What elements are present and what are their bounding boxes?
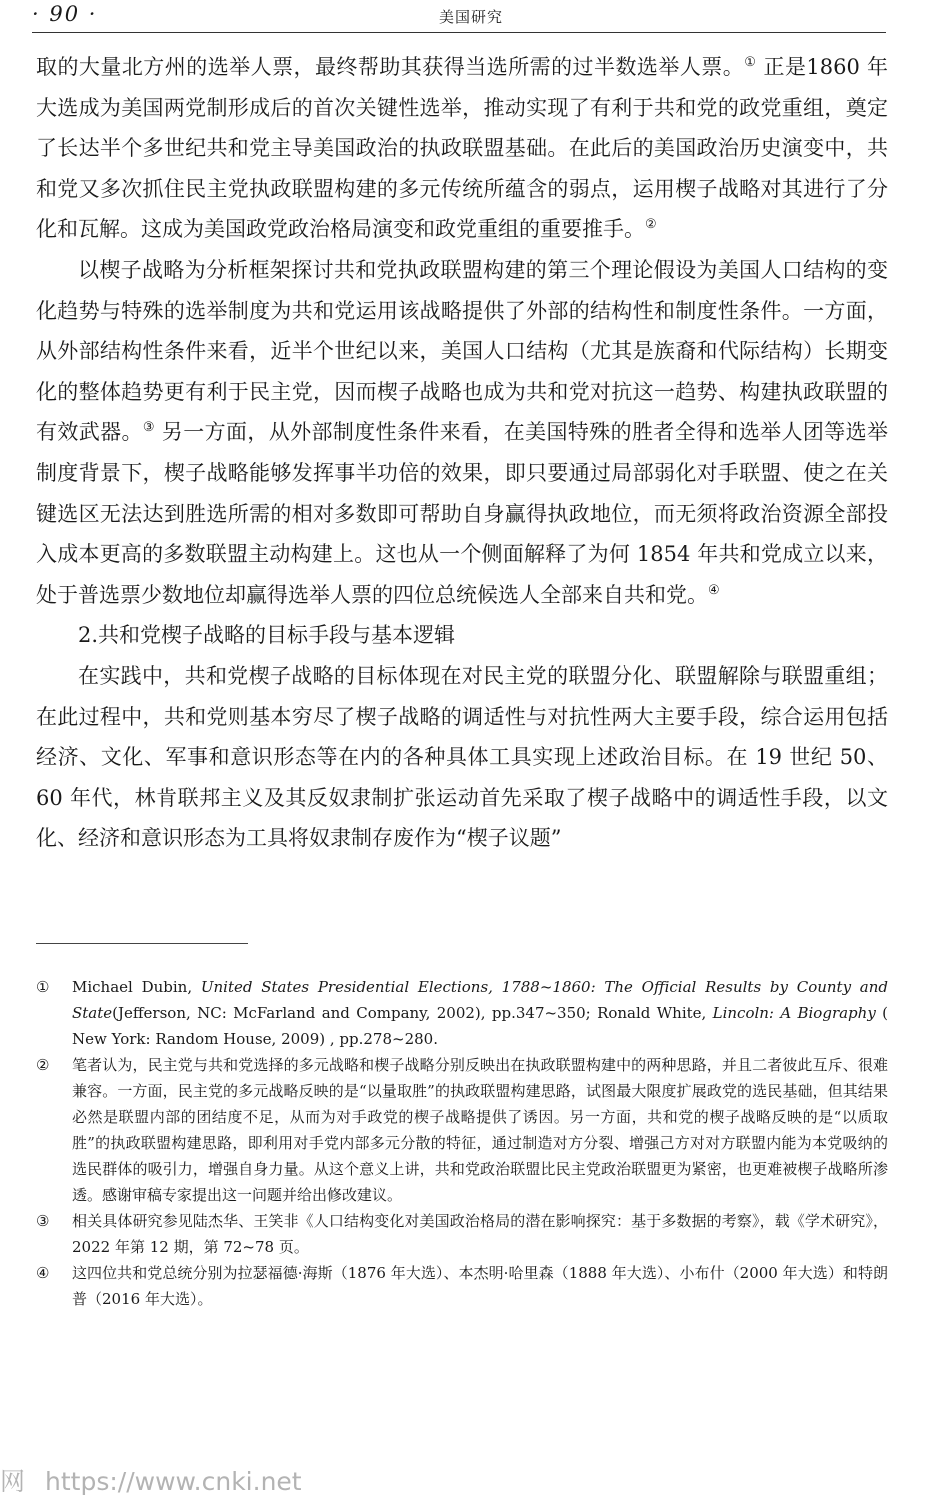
footnote-1: ① Michael Dubin, United States Presidential Elections, 1788~1860: The Official Results by County and State(Jefferson, NC: McFarland and Company, 2002), pp.347~350; Ronald White, Lincoln: A Biography ( New York: Random House, 2009) , pp.278~280. xyxy=(36,974,888,1052)
footnote-ref-3[interactable]: ③ xyxy=(142,420,155,436)
footnote-ref-4[interactable]: ④ xyxy=(708,582,720,598)
footnote-ref-1[interactable]: ① xyxy=(744,55,757,70)
page-number: · 90 · xyxy=(32,2,98,26)
footnote-divider xyxy=(36,943,248,944)
paragraph-2: 以楔子战略为分析框架探讨共和党执政联盟构建的第三个理论假设为美国人口结构的变化趋势与特殊的选举制度为共和党运用该战略提供了外部的结构性和制度性条件。一方面，从外部结构性条件来看，近半个世纪以来，美国人口结构（尤其是族裔和代际结构）长期变化的整体趋势更有利于民主党，因而楔子战略也成为共和党对抗这一趋势、构建执政联盟的有效武器。③ 另一方面，从外部制度性条件来看，在美国特殊的胜者全得和选举人团等选举制度背景下，楔子战略能够发挥事半功倍的效果，即只要通过局部弱化对手联盟、使之在关键选区无法达到胜选所需的相对多数即可帮助自身赢得执政地位，而无须将政治资源全部投入成本更高的多数联盟主动构建上。这也从一个侧面解释了为何 1854 年共和党成立以来，处于普选票少数地位却赢得选举人票的四位总统候选人全部来自共和党。④ xyxy=(36,257,889,607)
footnote-mark: ④ xyxy=(36,1264,50,1282)
footnote-ref-2[interactable]: ② xyxy=(645,217,657,233)
footnotes xyxy=(36,974,888,1312)
body-text xyxy=(36,47,888,859)
watermark xyxy=(0,1462,302,1498)
footnote-4: ④ 这四位共和党总统分别为拉瑟福德·海斯（1876 年大选）、本杰明·哈里森（1888 年大选）、小布什（2000 年大选）和特朗普（2016 年大选）。 xyxy=(36,1260,888,1312)
footnote-3: ③ 相关具体研究参见陆杰华、王笑非《人口结构变化对美国政治格局的潜在影响探究：基于多数据的考察》，载《学术研究》，2022 年第 12 期，第 72~78 页。 xyxy=(36,1208,888,1260)
section-heading: 2.共和党楔子战略的目标手段与基本逻辑 xyxy=(78,623,456,648)
footnote-2: ② 笔者认为，民主党与共和党选择的多元战略和楔子战略分别反映出在执政联盟构建中的两种思路，并且二者彼此互斥、很难兼容。一方面，民主党的多元战略反映的是“以量取胜”的执政联盟构建思路，试图最大限度扩展政党的选民基础，但其结果必然是联盟内部的团结度不足，从而为对手政党的楔子战略提供了诱因。另一方面，共和党的楔子战略反映的是“以质取胜”的执政联盟构建思路，即利用对手党内部多元分散的特征，通过制造对方分裂、增强己方对对方联盟内能为本党吸纳的选民群体的吸引力，增强自身力量。从这个意义上讲，共和党政治联盟比民主党政治联盟更为紧密，也更难被楔子战略所渗透。感谢审稿专家提出这一问题并给出修改建议。 xyxy=(36,1052,888,1208)
book-title: United States Presidential Elections, 1788~1860: The Official Results by County and State xyxy=(72,978,888,1022)
footnote-mark: ① xyxy=(36,978,50,996)
paragraph-3: 在实践中，共和党楔子战略的目标体现在对民主党的联盟分化、联盟解除与联盟重组；在此过程中，共和党则基本穷尽了楔子战略的调适性与对抗性两大主要手段，综合运用包括经济、文化、军事和意识形态等在内的各种具体工具实现上述政治目标。在 19 世纪 50、60 年代，林肯联邦主义及其反奴隶制扩张运动首先采取了楔子战略中的调适性手段，以文化、经济和意识形态为工具将奴隶制存废作为“楔子议题” xyxy=(36,663,888,851)
watermark-glyph: 网 xyxy=(0,1467,26,1496)
paragraph-1: 取的大量北方州的选举人票，最终帮助其获得当选所需的过半数选举人票。① 正是1860 年大选成为美国两党制形成后的首次关键性选举，推动实现了有利于共和党的政党重组，奠定了长达半个多世纪共和党主导美国政治的执政联盟基础。在此后的美国政治历史演变中，共和党又多次抓住民主党执政联盟构建的多元传统所蕴含的弱点，运用楔子战略对其进行了分化和瓦解。这成为美国政党政治格局演变和政党重组的重要推手。② xyxy=(36,55,889,242)
page-header xyxy=(0,0,942,34)
running-title: 美国研究 xyxy=(438,8,503,26)
footnote-mark: ② xyxy=(36,1056,50,1074)
book-title: Lincoln: A Biography xyxy=(712,1004,876,1022)
header-rule xyxy=(32,32,886,33)
watermark-url[interactable]: https://www.cnki.net xyxy=(45,1467,302,1496)
footnote-mark: ③ xyxy=(36,1212,50,1230)
